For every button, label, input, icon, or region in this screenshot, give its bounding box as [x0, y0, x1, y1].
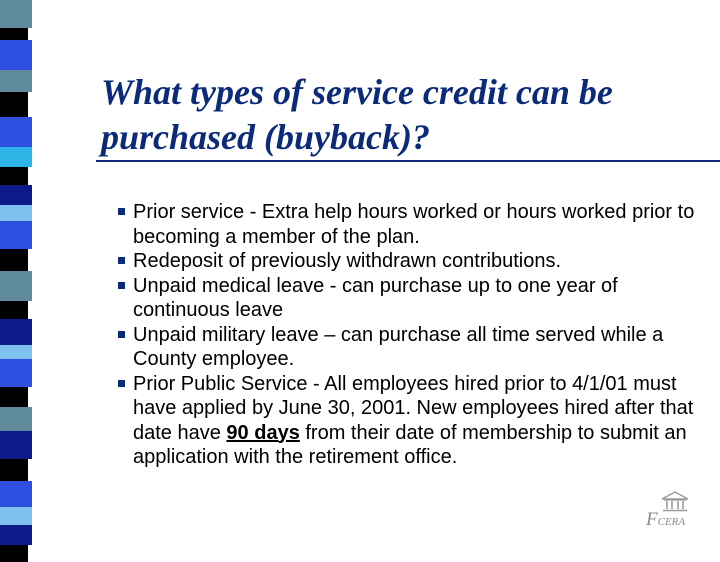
square-bullet-icon — [118, 380, 125, 387]
stripe-segment — [0, 205, 32, 221]
stripe-segment — [0, 167, 28, 185]
bullet-item — [118, 274, 698, 323]
bullet-item — [118, 372, 698, 470]
stripe-segment — [0, 92, 28, 117]
title-divider — [96, 160, 720, 162]
stripe-segment — [0, 185, 32, 205]
stripe-segment — [0, 117, 32, 147]
bullet-item — [118, 249, 698, 274]
slide-title: What types of service credit can be purchased (buyback)? — [101, 72, 613, 157]
stripe-segment — [0, 301, 28, 319]
square-bullet-icon — [118, 282, 125, 289]
bullet-text-after: from their date of membership to submit an application with the retirement office. — [133, 421, 687, 468]
square-bullet-icon — [118, 257, 125, 264]
decorative-stripe — [0, 0, 32, 540]
stripe-segment — [0, 221, 32, 249]
bullet-item — [118, 200, 698, 249]
stripe-segment — [0, 507, 32, 525]
bullet-item — [118, 323, 698, 372]
stripe-segment — [0, 459, 28, 481]
square-bullet-icon — [118, 331, 125, 338]
bullet-text-before: Prior Public Service - All employees hired prior to 4/1/01 must have applied by June 30, 2001. New employees hired after that date have — [133, 372, 694, 444]
stripe-segment — [0, 271, 32, 301]
logo-wordmark: FCERA — [646, 509, 686, 530]
stripe-segment — [0, 481, 32, 507]
fcera-logo — [644, 490, 706, 528]
bullet-text: Redeposit of previously withdrawn contributions. — [133, 250, 561, 272]
stripe-segment — [0, 359, 32, 387]
stripe-segment — [0, 345, 32, 359]
stripe-segment — [0, 249, 28, 271]
stripe-segment — [0, 0, 32, 28]
stripe-segment — [0, 40, 32, 70]
square-bullet-icon — [118, 208, 125, 215]
stripe-segment — [0, 387, 28, 407]
stripe-segment — [0, 147, 32, 167]
stripe-segment — [0, 70, 32, 92]
stripe-segment — [0, 319, 32, 345]
stripe-segment — [0, 525, 32, 545]
bullet-text: Unpaid medical leave - can purchase up to one year of continuous leave — [133, 274, 618, 321]
bullet-text: Unpaid military leave – can purchase all time served while a County employee. — [133, 323, 664, 370]
stripe-segment — [0, 545, 28, 562]
bullet-list — [118, 200, 698, 470]
bullet-text: Prior service - Extra help hours worked or hours worked prior to becoming a member of the plan. — [133, 201, 695, 248]
emphasized-deadline: 90 days — [226, 421, 300, 444]
stripe-segment — [0, 28, 28, 40]
stripe-segment — [0, 407, 32, 431]
stripe-segment — [0, 431, 32, 459]
bullet-text — [133, 373, 693, 469]
